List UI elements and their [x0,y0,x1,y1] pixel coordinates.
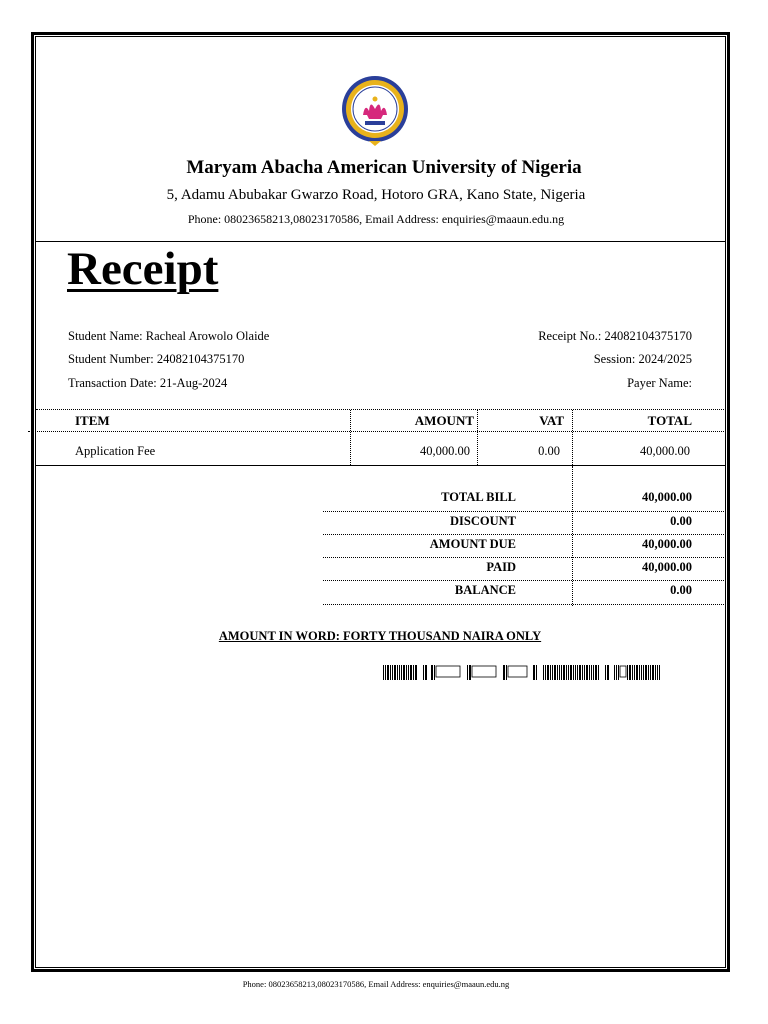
summary-rule [323,511,726,512]
column-divider [350,410,351,465]
page-title: Receipt [67,243,219,295]
amount-due-label: AMOUNT DUE [429,537,516,551]
university-name: Maryam Abacha American University of Nigeria [186,157,582,178]
table-top-rule [36,409,726,410]
university-crest-icon [339,75,411,147]
table-header-rule [28,431,726,432]
footer-contact: Phone: 08023658213,08023170586, Email Address: enquiries@maaun.edu.ng [242,979,510,989]
table-bottom-rule [36,465,726,466]
paid-value: 40,000.00 [642,560,692,574]
column-header-vat: VAT [539,413,564,428]
transaction-date: Transaction Date: 21-Aug-2024 [68,376,228,390]
column-divider [477,410,478,465]
payer-name: Payer Name: [627,376,692,390]
table-cell-amount: 40,000.00 [420,444,470,458]
table-cell-item: Application Fee [75,444,156,458]
total-bill-value: 40,000.00 [642,490,692,504]
column-divider [572,410,573,465]
discount-value: 0.00 [670,514,692,528]
table-cell-total: 40,000.00 [640,444,690,458]
table-cell-vat: 0.00 [538,444,560,458]
session: Session: 2024/2025 [593,352,692,366]
summary-rule [323,580,726,581]
amount-in-words: AMOUNT IN WORD: FORTY THOUSAND NAIRA ONLY [218,629,542,643]
student-number: Student Number: 24082104375170 [68,352,245,366]
balance-label: BALANCE [454,583,516,597]
barcode-icon [383,665,660,680]
discount-label: DISCOUNT [450,514,516,528]
student-name: Student Name: Racheal Arowolo Olaide [68,329,270,343]
summary-rule [323,534,726,535]
total-bill-label: TOTAL BILL [441,490,516,504]
column-header-amount: AMOUNT [414,413,474,428]
column-header-item: ITEM [75,413,110,428]
paid-label: PAID [486,560,516,574]
amount-due-value: 40,000.00 [642,537,692,551]
summary-rule [323,557,726,558]
column-header-total: TOTAL [647,413,692,428]
receipt-number: Receipt No.: 24082104375170 [538,329,692,343]
balance-value: 0.00 [670,583,692,597]
summary-divider [572,466,573,606]
university-address: 5, Adamu Abubakar Gwarzo Road, Hotoro GRA, Kano State, Nigeria [166,187,586,203]
university-contact: Phone: 08023658213,08023170586, Email Address: enquiries@maaun.edu.ng [187,212,565,226]
summary-rule [323,604,726,605]
